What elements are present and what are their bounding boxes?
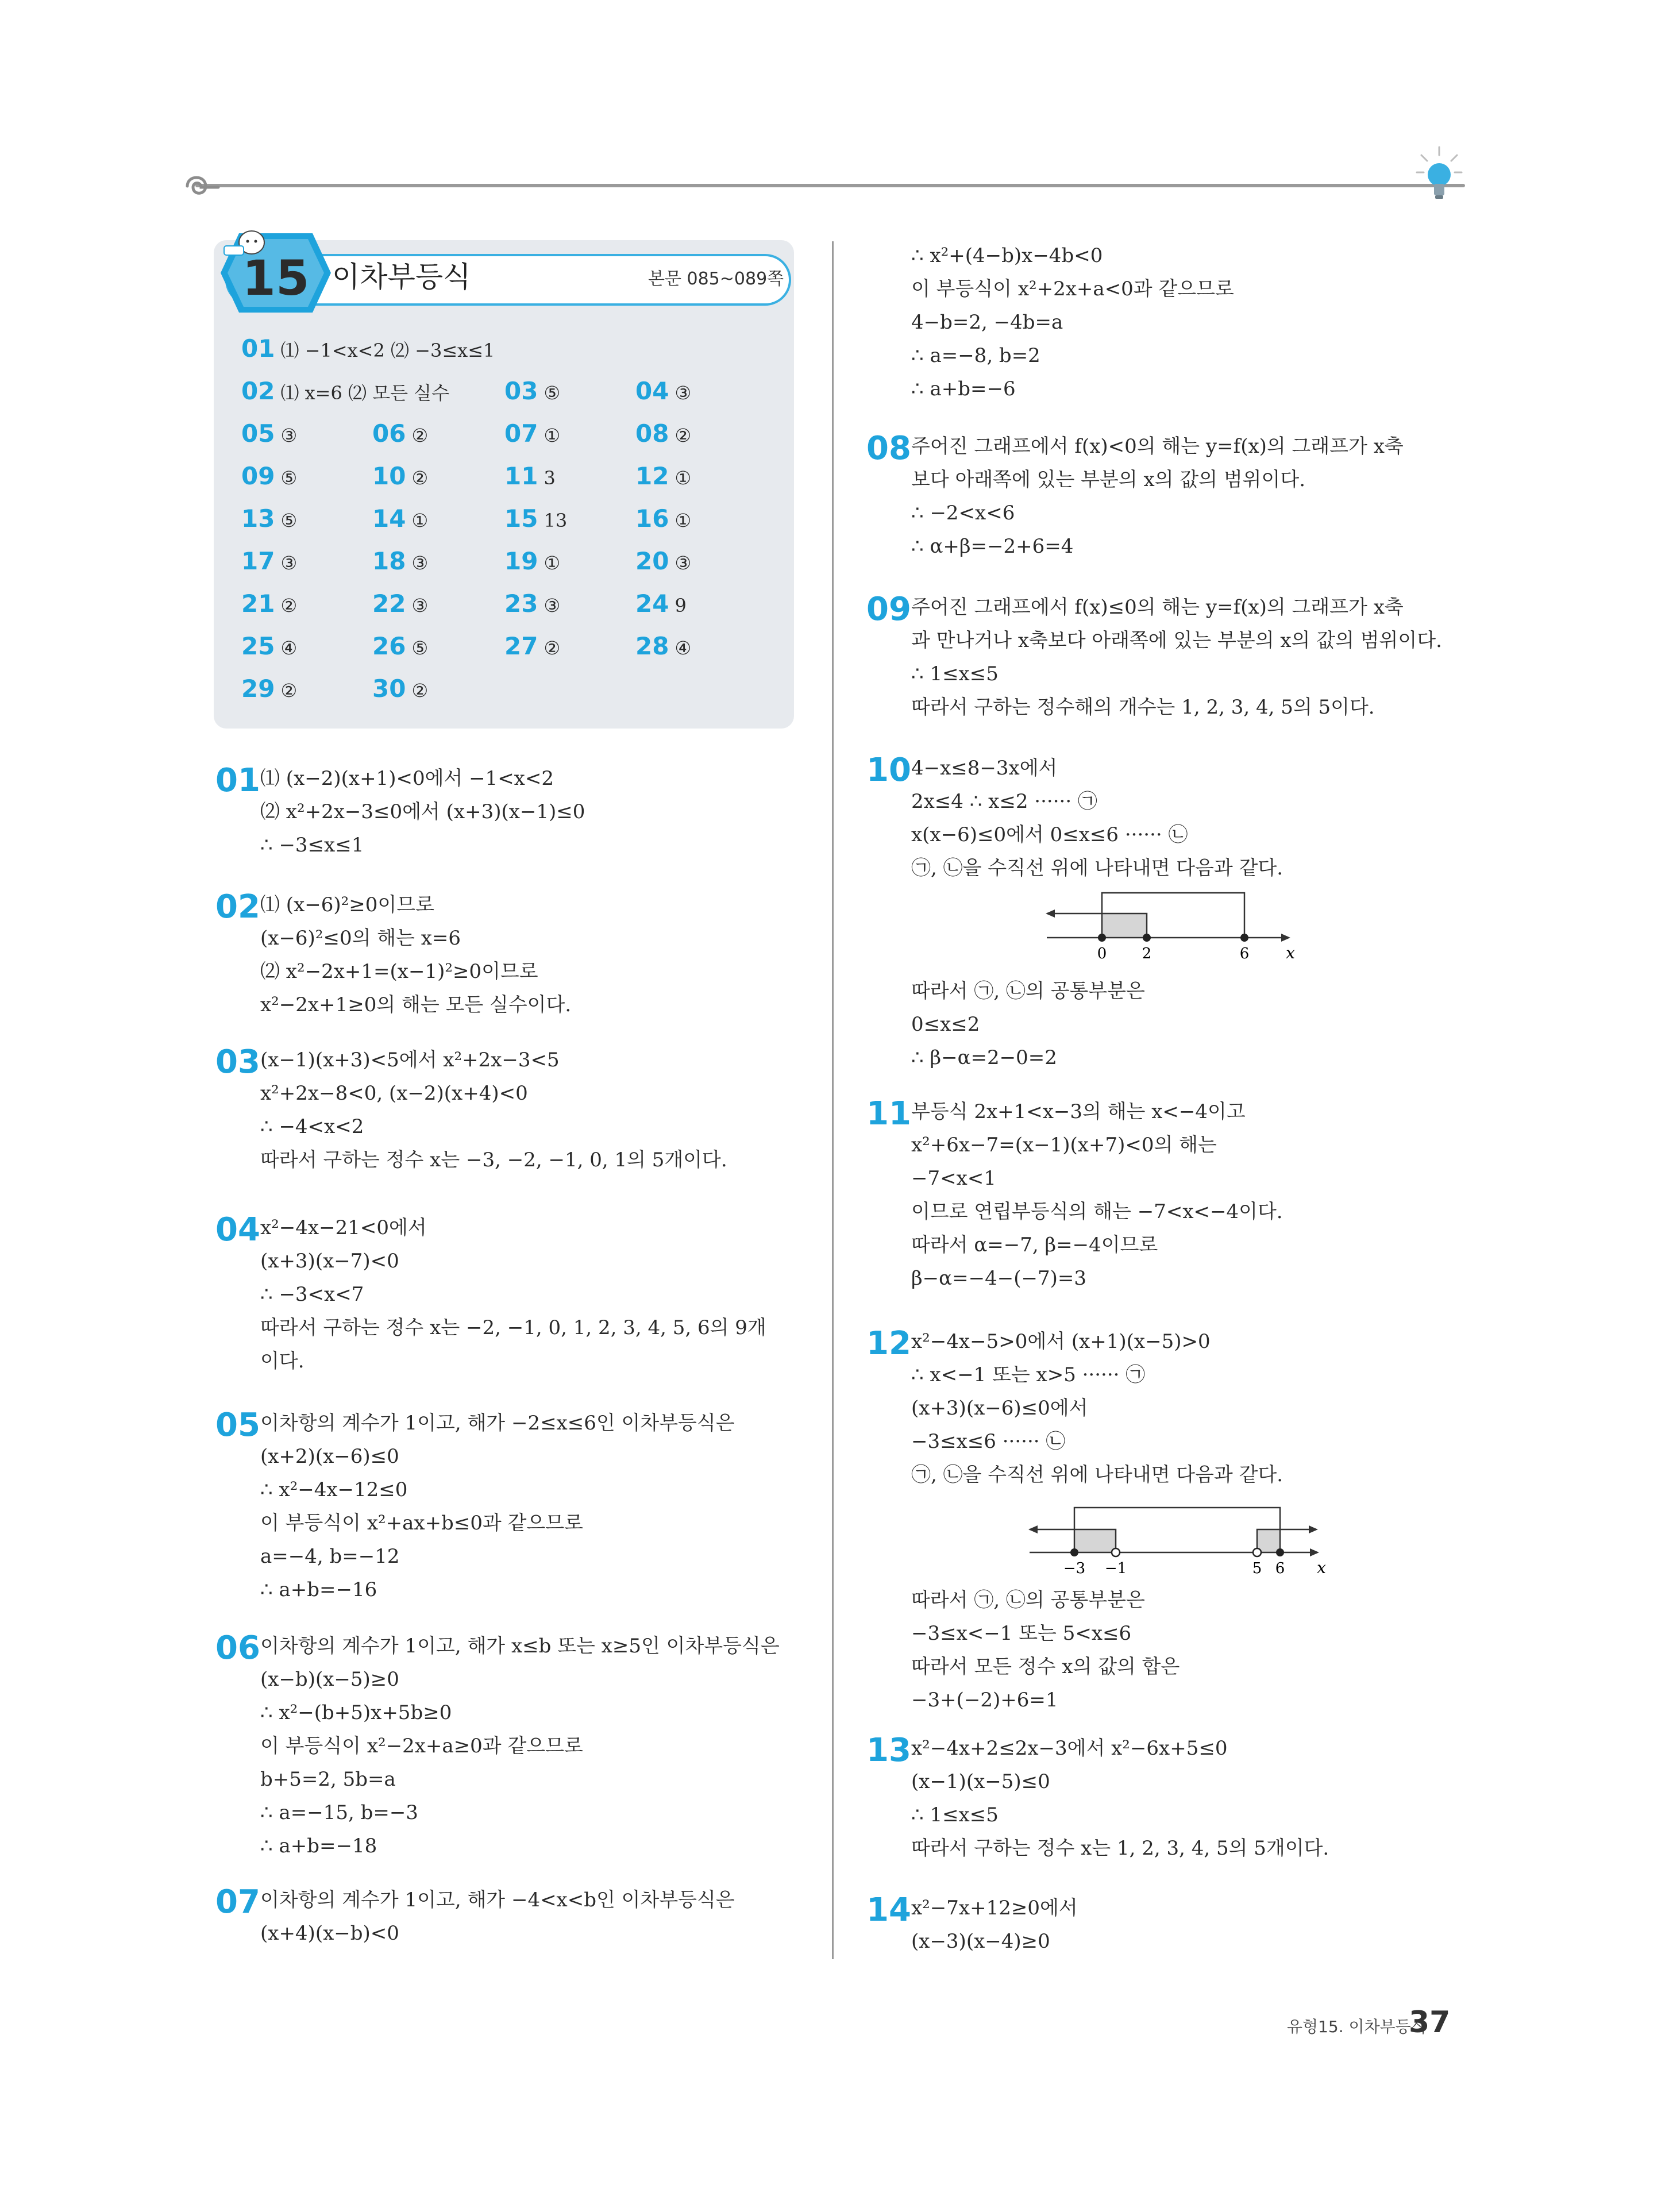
number-line-12 — [1028, 1500, 1339, 1580]
solution-line: ㉠, ㉡을 수직선 위에 나타내면 다음과 같다. — [911, 1463, 1283, 1486]
solution-line: 따라서 구하는 정수해의 개수는 1, 2, 3, 4, 5의 5이다. — [911, 696, 1375, 719]
answer-item: 18 ③ — [372, 547, 429, 575]
solution-line: ∴ x²+(4−b)x−4b<0 — [911, 244, 1103, 267]
type-number: 15 — [242, 250, 310, 306]
solution-line: 주어진 그래프에서 f(x)≤0의 해는 y=f(x)의 그래프가 x축 — [911, 596, 1404, 619]
answer-item: 26 ⑤ — [372, 632, 429, 660]
solution-line: 4−x≤8−3x에서 — [911, 757, 1058, 780]
axis-label: x — [1317, 1558, 1326, 1577]
solution-line: ∴ α+β=−2+6=4 — [911, 535, 1074, 558]
solution-line: 이차항의 계수가 1이고, 해가 x≤b 또는 x≥5인 이차부등식은 — [260, 1635, 780, 1658]
answer-item: 21 ② — [241, 589, 298, 618]
solution-line: (x+4)(x−b)<0 — [260, 1922, 399, 1945]
answer-item: 05 ③ — [241, 419, 298, 448]
solution-line: 따라서 구하는 정수 x는 −3, −2, −1, 0, 1의 5개이다. — [260, 1149, 727, 1171]
answer-item: 14 ① — [372, 504, 429, 533]
answer-item: 02 ⑴ x=6 ⑵ 모든 실수 — [241, 377, 450, 405]
solution-line: (x−3)(x−4)≥0 — [911, 1930, 1050, 1953]
type-title: 이차부등식 — [332, 260, 471, 294]
solution-line: ∴ 1≤x≤5 — [911, 1803, 999, 1826]
solution-line: β−α=−4−(−7)=3 — [911, 1267, 1086, 1290]
solution-line: x²+6x−7=(x−1)(x+7)<0의 해는 — [911, 1134, 1217, 1157]
answer-item: 27 ② — [504, 632, 561, 660]
solution-line: 따라서 α=−7, β=−4이므로 — [911, 1234, 1158, 1257]
solution-line: b+5=2, 5b=a — [260, 1768, 396, 1791]
answer-item: 10 ② — [372, 462, 429, 490]
answer-item: 24 9 — [635, 589, 687, 618]
solution-line: 따라서 ㉠, ㉡의 공통부분은 — [911, 1589, 1145, 1612]
top-rule — [195, 184, 1465, 187]
answer-item: 30 ② — [372, 675, 429, 703]
solution-line: (x−6)²≤0의 해는 x=6 — [260, 927, 461, 950]
solution-line: 2x≤4 ∴ x≤2 ······ ㉠ — [911, 790, 1097, 813]
page-number: 37 — [1409, 2005, 1451, 2040]
answer-item: 17 ③ — [241, 547, 298, 575]
solution-number: 13 — [866, 1732, 911, 1769]
solution-line: ∴ x²−(b+5)x+5b≥0 — [260, 1701, 452, 1724]
solution-number: 05 — [215, 1406, 260, 1444]
solution-line: 과 만나거나 x축보다 아래쪽에 있는 부분의 x의 값의 범위이다. — [911, 629, 1442, 652]
solution-line: 부등식 2x+1<x−3의 해는 x<−4이고 — [911, 1100, 1246, 1123]
tick-label: 6 — [1275, 1560, 1285, 1577]
column-divider — [832, 241, 834, 1959]
solution-line: 따라서 구하는 정수 x는 −2, −1, 0, 1, 2, 3, 4, 5, 6의 9개 — [260, 1316, 766, 1339]
solution-line: −3+(−2)+6=1 — [911, 1689, 1058, 1712]
answer-item: 03 ⑤ — [504, 377, 561, 405]
solution-line: ∴ −2<x<6 — [911, 502, 1015, 525]
solution-line: ㉠, ㉡을 수직선 위에 나타내면 다음과 같다. — [911, 857, 1283, 880]
answer-item: 08 ② — [635, 419, 692, 448]
answer-item: 11 3 — [504, 462, 556, 490]
footer-section-title: 유형15. 이차부등식 — [1287, 2017, 1427, 2036]
solution-line: −7<x<1 — [911, 1167, 996, 1190]
solution-line: ⑴ (x−6)²≥0이므로 — [260, 893, 434, 916]
solution-line: ⑴ (x−2)(x+1)<0에서 −1<x<2 — [260, 767, 554, 790]
solution-line: a=−4, b=−12 — [260, 1545, 400, 1568]
solution-number: 04 — [215, 1211, 260, 1248]
solution-line: 0≤x≤2 — [911, 1013, 980, 1036]
solution-number: 06 — [215, 1629, 260, 1667]
solution-line: 보다 아래쪽에 있는 부분의 x의 값의 범위이다. — [911, 468, 1306, 491]
solution-line: 따라서 구하는 정수 x는 1, 2, 3, 4, 5의 5개이다. — [911, 1837, 1329, 1860]
solution-line: (x−b)(x−5)≥0 — [260, 1668, 399, 1691]
solution-line: ∴ a=−8, b=2 — [911, 344, 1040, 367]
solution-line: 따라서 모든 정수 x의 값의 합은 — [911, 1655, 1180, 1678]
solution-line: 이다. — [260, 1350, 304, 1373]
solution-line: (x+2)(x−6)≤0 — [260, 1445, 399, 1468]
solution-line: 이차항의 계수가 1이고, 해가 −4<x<b인 이차부등식은 — [260, 1889, 735, 1912]
solution-line: ∴ −4<x<2 — [260, 1115, 364, 1138]
paperclip-icon — [183, 170, 223, 202]
solution-line: 주어진 그래프에서 f(x)<0의 해는 y=f(x)의 그래프가 x축 — [911, 435, 1404, 458]
solution-line: ∴ a=−15, b=−3 — [260, 1801, 418, 1824]
tick-label: −3 — [1063, 1560, 1086, 1577]
tick-label: 5 — [1252, 1560, 1262, 1577]
answer-item: 13 ⑤ — [241, 504, 298, 533]
solution-line: (x+3)(x−7)<0 — [260, 1250, 399, 1273]
solution-line: 이 부등식이 x²+ax+b≤0과 같으므로 — [260, 1512, 583, 1535]
answer-item: 12 ① — [635, 462, 692, 490]
number-line-10 — [1046, 885, 1310, 965]
answer-item: 04 ③ — [635, 377, 692, 405]
solution-line: 4−b=2, −4b=a — [911, 311, 1063, 334]
solution-line: ∴ x<−1 또는 x>5 ······ ㉠ — [911, 1363, 1146, 1386]
solution-number: 07 — [215, 1883, 260, 1921]
solution-line: x²−4x+2≤2x−3에서 x²−6x+5≤0 — [911, 1737, 1228, 1760]
solution-line: ∴ a+b=−18 — [260, 1835, 377, 1858]
solution-line: (x+3)(x−6)≤0에서 — [911, 1397, 1088, 1420]
solution-number: 02 — [215, 888, 260, 926]
solution-line: ∴ β−α=2−0=2 — [911, 1046, 1057, 1069]
solution-line: ∴ −3≤x≤1 — [260, 834, 364, 857]
solution-line: (x−1)(x+3)<5에서 x²+2x−3<5 — [260, 1049, 560, 1072]
solution-number: 12 — [866, 1325, 911, 1362]
solution-number: 03 — [215, 1043, 260, 1081]
solution-number: 11 — [866, 1095, 911, 1132]
solution-line: ∴ 1≤x≤5 — [911, 662, 999, 685]
solution-line: ∴ a+b=−6 — [911, 377, 1016, 400]
answer-item: 07 ① — [504, 419, 561, 448]
solution-line: 이 부등식이 x²+2x+a<0과 같으므로 — [911, 278, 1234, 300]
tick-label: 2 — [1142, 945, 1152, 962]
answer-item: 20 ③ — [635, 547, 692, 575]
solution-line: 이 부등식이 x²−2x+a≥0과 같으므로 — [260, 1735, 583, 1758]
page-reference: 본문 085~089쪽 — [648, 269, 784, 289]
answer-item: 06 ② — [372, 419, 429, 448]
answer-item: 22 ③ — [372, 589, 429, 618]
answer-item: 19 ① — [504, 547, 561, 575]
solution-number: 09 — [866, 591, 911, 628]
solution-line: ⑵ x²−2x+1=(x−1)²≥0이므로 — [260, 960, 538, 983]
tick-label: 6 — [1239, 945, 1250, 962]
lightbulb-icon — [1413, 142, 1465, 206]
solution-number: 01 — [215, 762, 260, 799]
tick-label: 0 — [1097, 945, 1107, 962]
solution-line: −3≤x≤6 ······ ㉡ — [911, 1430, 1066, 1453]
solution-line: x²−4x−5>0에서 (x+1)(x−5)>0 — [911, 1330, 1211, 1353]
axis-label: x — [1286, 943, 1295, 962]
answer-item: 15 13 — [504, 504, 568, 533]
solution-line: −3≤x<−1 또는 5<x≤6 — [911, 1622, 1132, 1645]
solution-line: ∴ a+b=−16 — [260, 1578, 377, 1601]
answer-item: 09 ⑤ — [241, 462, 298, 490]
solution-number: 08 — [866, 430, 911, 467]
solution-line: x²+2x−8<0, (x−2)(x+4)<0 — [260, 1082, 528, 1105]
solution-line: ∴ x²−4x−12≤0 — [260, 1478, 408, 1501]
solution-line: ⑵ x²+2x−3≤0에서 (x+3)(x−1)≤0 — [260, 800, 585, 823]
solution-line: x(x−6)≤0에서 0≤x≤6 ······ ㉡ — [911, 823, 1188, 846]
tick-label: −1 — [1104, 1560, 1127, 1577]
answer-item: 25 ④ — [241, 632, 298, 660]
solution-line: 이므로 연립부등식의 해는 −7<x<−4이다. — [911, 1200, 1283, 1223]
solution-line: 따라서 ㉠, ㉡의 공통부분은 — [911, 980, 1145, 1003]
solution-line: x²−2x+1≥0의 해는 모든 실수이다. — [260, 993, 572, 1016]
solution-line: ∴ −3<x<7 — [260, 1283, 364, 1306]
solution-line: x²−7x+12≥0에서 — [911, 1897, 1078, 1920]
answer-item: 23 ③ — [504, 589, 561, 618]
answer-item: 28 ④ — [635, 632, 692, 660]
solution-line: 이차항의 계수가 1이고, 해가 −2≤x≤6인 이차부등식은 — [260, 1412, 735, 1435]
answer-item: 29 ② — [241, 675, 298, 703]
solution-number: 14 — [866, 1891, 911, 1929]
answer-item: 01 ⑴ −1<x<2 ⑵ −3≤x≤1 — [241, 334, 495, 363]
solution-number: 10 — [866, 752, 911, 789]
solution-line: x²−4x−21<0에서 — [260, 1216, 427, 1239]
answer-item: 16 ① — [635, 504, 692, 533]
solution-line: (x−1)(x−5)≤0 — [911, 1770, 1050, 1793]
